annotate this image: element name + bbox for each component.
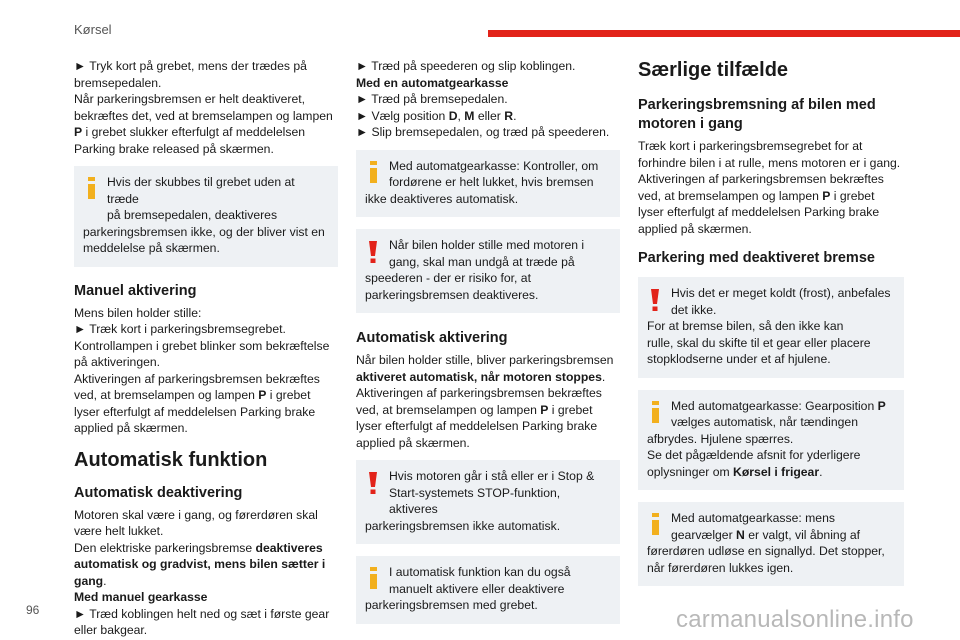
text-span: i grebet [548, 402, 593, 417]
text-line: ► Tryk kort på grebet, mens der trædes på [74, 59, 307, 73]
text-line: Se det pågældende afsnit for yderligere [647, 448, 861, 462]
info-icon [652, 513, 659, 535]
gear-letter: M [464, 108, 475, 123]
text-line [647, 527, 894, 544]
text-span: . [819, 464, 823, 479]
text-line [74, 556, 338, 573]
warning-box [356, 229, 620, 313]
text-span: ved, at bremselampen og lampen [74, 388, 259, 402]
page-number: 96 [26, 603, 40, 617]
text-line: lyser efterfulgt af meddelelsen Parking brake [74, 404, 316, 419]
text-line: parkeringsbremsen deaktiveres. [365, 287, 539, 302]
text-line: manuelt aktivere eller deaktivere [389, 581, 565, 596]
text-line: ► Træd på speederen og slip koblingen. [356, 59, 576, 73]
text-line: stopklodserne under et af hjulene. [647, 352, 831, 366]
text-span: . [601, 369, 606, 384]
text-line: rulle, skal du skifte til et gear eller placere [647, 335, 871, 350]
warning-icon [369, 241, 377, 263]
text-line: lyser efterfulgt af meddelelsen Parking brake [356, 419, 598, 433]
text-line: Når parkeringsbremsen er helt deaktiveret, [74, 92, 305, 106]
info-box [638, 390, 904, 491]
text-line: førerdøren udløse en signallyd. Det stopper, [647, 544, 885, 558]
column-2 [356, 58, 620, 624]
gear-letter: R [504, 108, 514, 123]
warning-box [638, 277, 904, 378]
text-line [356, 369, 620, 386]
heading-parkeringsbremsning: Parkeringsbremsning af bilen med motoren i gang [638, 97, 876, 132]
info-icon [652, 401, 659, 423]
text-span: i grebet [266, 388, 311, 402]
text-line: speederen - der er risiko for, at [365, 271, 531, 285]
header-section-title: Kørsel [74, 22, 112, 37]
text-line: Hvis der skubbes til grebet uden at træde [107, 175, 295, 206]
text-span: ► Vælg position [356, 108, 449, 123]
text-line: Start-systemets STOP-funktion, aktiveres [389, 485, 561, 516]
text-line: Hvis motoren går i stå eller er i Stop & [389, 469, 595, 483]
text-line: når førerdøren lukkes igen. [647, 560, 794, 575]
text-span: oplysninger om [647, 464, 734, 479]
text-line: være helt lukket. [74, 524, 164, 538]
text-line: parkeringsbremsen ikke automatisk. [365, 518, 561, 533]
text-line: Når bilen holder stille med motoren i [389, 238, 585, 252]
text-line: på bremsepedalen, deaktiveres [107, 208, 278, 222]
heading-automatisk-funktion: Automatisk funktion [74, 448, 268, 471]
text-line: applied på skærmen. [74, 421, 188, 435]
text-line: lyser efterfulgt af meddelelsen Parking brake [638, 205, 880, 219]
text-span: eller [474, 108, 505, 123]
indicator-letter: P [822, 188, 831, 203]
text-line [647, 398, 894, 415]
warning-icon [369, 472, 377, 494]
text-span: . [103, 573, 107, 588]
text-line: applied på skærmen. [638, 221, 752, 236]
text-line [74, 540, 338, 557]
bold-span: Med en automatgearkasse [356, 75, 509, 90]
bold-span: gang [74, 573, 104, 588]
text-line: For at bremse bilen, så den ikke kan [647, 319, 844, 333]
heading-parkering-deaktiveret: Parkering med deaktiveret bremse [638, 250, 875, 266]
bold-span: aktiveret automatisk, når motoren stoppes [356, 369, 602, 384]
bold-span: Kørsel i frigear [733, 464, 820, 479]
text-span: , [457, 108, 465, 123]
info-box [356, 150, 620, 218]
text-line: Motoren skal være i gang, og førerdøren skal [74, 507, 318, 522]
text-line: Parking brake released på skærmen. [74, 141, 274, 156]
gear-letter: D [448, 108, 458, 123]
text-line: ► Træd på bremsepedalen. [356, 92, 508, 106]
text-line: afbrydes. Hjulene spærres. [647, 431, 794, 446]
text-line [74, 589, 338, 606]
text-line: gang, skal man undgå at træde på [389, 254, 575, 269]
text-line: ► Træk kort i parkeringsbremsegrebet. [74, 322, 286, 336]
text-line: vælges automatisk, når tændingen [671, 415, 858, 429]
text-line: fordørene er helt lukket, hvis bremsen [389, 175, 594, 189]
header-accent-bar [488, 30, 960, 37]
warning-box [356, 460, 620, 544]
text-span: ved, at bremselampen og lampen [356, 402, 541, 417]
text-span: gearvælger [671, 527, 737, 542]
text-line [638, 188, 904, 205]
text-span: Den elektriske parkeringsbremse [74, 540, 256, 555]
info-box [356, 556, 620, 624]
indicator-letter: P [540, 402, 549, 417]
text-line: det ikke. [671, 302, 717, 317]
heading-automatisk-aktivering: Automatisk aktivering [356, 330, 508, 346]
text-line: Kontrollampen i grebet blinker som bekræftelse [74, 338, 330, 353]
text-line: Med automatgearkasse: Kontroller, om [389, 158, 599, 173]
text-span: er valgt, vil åbning af [744, 527, 861, 542]
bold-span: automatisk og gradvist, mens bilen sætter i [74, 557, 326, 571]
text-line: applied på skærmen. [356, 435, 470, 450]
heading-saerlige-tilfaelde: Særlige tilfælde [638, 59, 789, 81]
text-line: bremsepedalen. [74, 75, 162, 90]
text-line: Aktiveringen af parkeringsbremsen bekræftes [74, 371, 320, 386]
bold-span: Med manuel gearkasse [74, 590, 208, 604]
text-line: Med automatgearkasse: mens [671, 511, 835, 525]
gear-letter: N [736, 527, 745, 542]
text-span: i grebet [830, 188, 875, 203]
indicator-letter: P [74, 125, 83, 139]
indicator-letter: P [877, 398, 886, 413]
text-line: Aktiveringen af parkeringsbremsen bekræftes [638, 172, 884, 186]
heading-automatisk-deaktivering: Automatisk deaktivering [74, 484, 243, 501]
text-line: parkeringsbremsen med grebet. [365, 598, 538, 612]
bold-span: deaktiveres [255, 540, 323, 555]
warning-icon [651, 289, 659, 311]
text-span: i grebet slukker efterfulgt af meddelelsen [82, 125, 306, 139]
text-line [356, 108, 620, 125]
text-line [74, 573, 338, 590]
info-icon [370, 567, 377, 589]
column-1 [74, 58, 338, 639]
text-line [74, 124, 338, 141]
text-span: ved, at bremselampen og lampen [638, 188, 823, 203]
info-icon [88, 177, 95, 199]
info-box [74, 166, 338, 267]
text-line: I automatisk funktion kan du også [389, 565, 571, 579]
watermark: carmanualsonline.info [676, 606, 914, 633]
text-line: Aktiveringen af parkeringsbremsen bekræftes [356, 386, 602, 400]
text-line: Når bilen holder stille, bliver parkeringsbremsen [356, 353, 614, 367]
text-line: Mens bilen holder stille: [74, 305, 202, 320]
column-3 [638, 58, 904, 586]
text-line [74, 387, 338, 404]
text-line [356, 402, 620, 419]
text-line [647, 464, 894, 481]
text-line: ikke deaktiveres automatisk. [365, 191, 519, 206]
text-line: Træk kort i parkeringsbremsegrebet for at [638, 139, 863, 153]
text-line: ► Slip bremsepedalen, og træd på speederen. [356, 125, 610, 139]
info-icon [370, 161, 377, 183]
text-line: meddelelse på skærmen. [83, 241, 220, 255]
text-line: ► Træd koblingen helt ned og sæt i første gear [74, 606, 330, 621]
text-line: forhindre bilen i at rulle, mens motoren er i gang. [638, 155, 901, 170]
text-span: . [513, 108, 517, 123]
text-line: Hvis det er meget koldt (frost), anbefales [671, 286, 891, 300]
text-span: Med automatgearkasse: Gearposition [671, 398, 878, 413]
text-line: på aktiveringen. [74, 355, 161, 369]
heading-manuel-aktivering: Manuel aktivering [74, 282, 197, 299]
text-line: eller bakgear. [74, 623, 148, 637]
info-box [638, 502, 904, 586]
text-line: parkeringsbremsen ikke, og der bliver vist en [83, 224, 325, 239]
indicator-letter: P [258, 388, 267, 402]
text-line: bekræftes det, ved at bremselampen og lampen [74, 108, 333, 123]
text-line [356, 75, 620, 92]
